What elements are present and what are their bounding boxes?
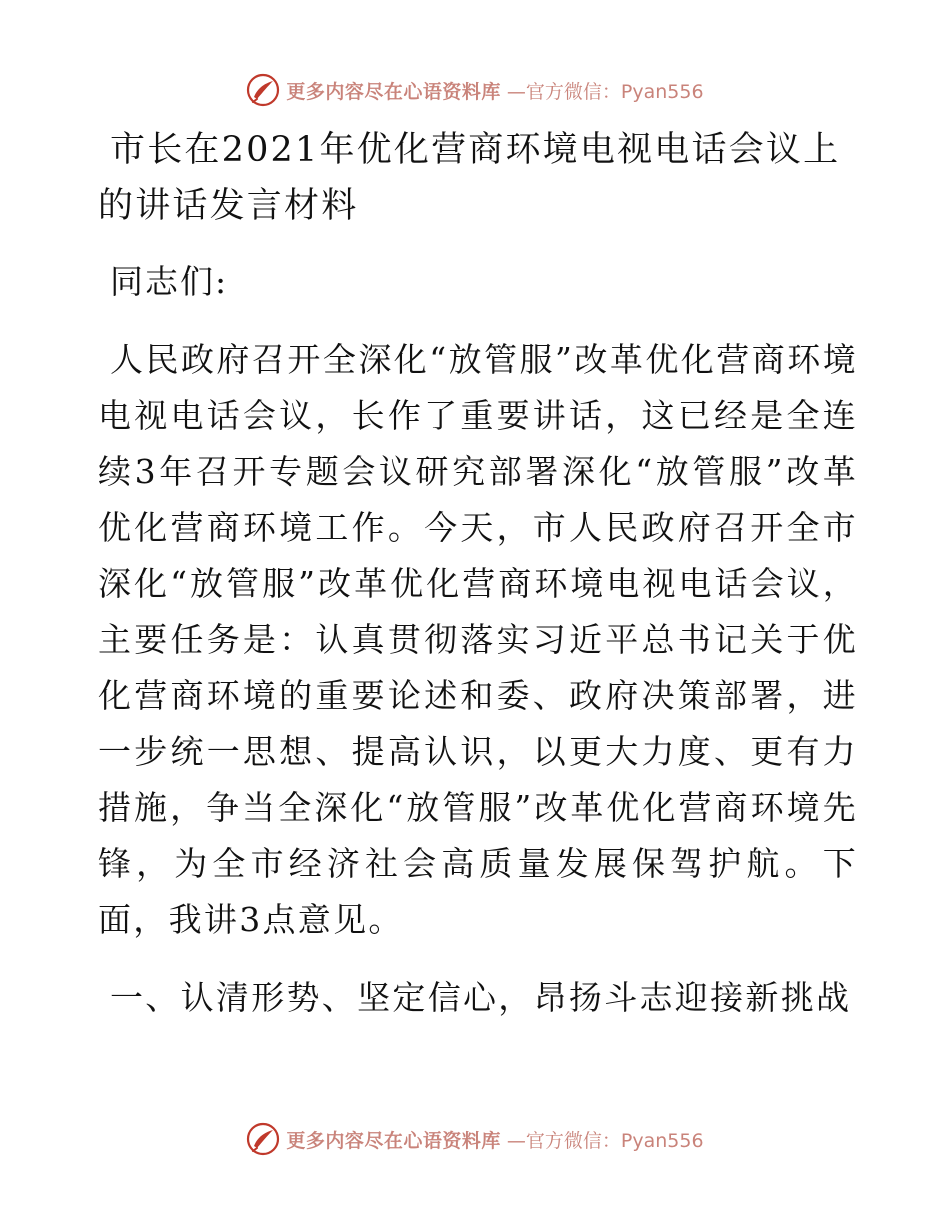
pen-logo-icon — [246, 1122, 280, 1156]
body-paragraph: 人民政府召开全深化“放管服”改革优化营商环境电视电话会议，长作了重要讲话，这已经是全连续3年召开专题会议研究部署深化“放管服”改革优化营商环境工作。今天，市人民政府召开全市深化“放管服”改革优化营商环境电视电话会议，主要任务是：认真贯彻落实习近平总书记关于优化营商环境的重要论述和委、政府决策部署，进一步统一思想、提高认识，以更大力度、更有力措施，争当全深化“放管服”改革优化营商环境先锋，为全市经济社会高质量发展保驾护航。下面，我讲3点意见。 — [98, 340, 858, 939]
watermark-main-text: 更多内容尽在心语资料库 — [286, 1129, 501, 1152]
watermark-main-text: 更多内容尽在心语资料库 — [286, 80, 501, 103]
document-title: 市长在2021年优化营商环境电视电话会议上的讲话发言材料 — [98, 130, 841, 226]
pen-logo-icon — [246, 73, 280, 107]
watermark-wechat-text: —官方微信：Pyan556 — [506, 1129, 704, 1152]
greeting: 同志们: — [110, 262, 229, 301]
watermark-wechat-text: —官方微信：Pyan556 — [506, 80, 704, 103]
header-watermark — [0, 70, 950, 110]
footer-watermark — [0, 1119, 950, 1159]
section-heading: 一、认清形势、坚定信心，昂扬斗志迎接新挑战 — [110, 978, 852, 1017]
document-body — [98, 122, 858, 1026]
